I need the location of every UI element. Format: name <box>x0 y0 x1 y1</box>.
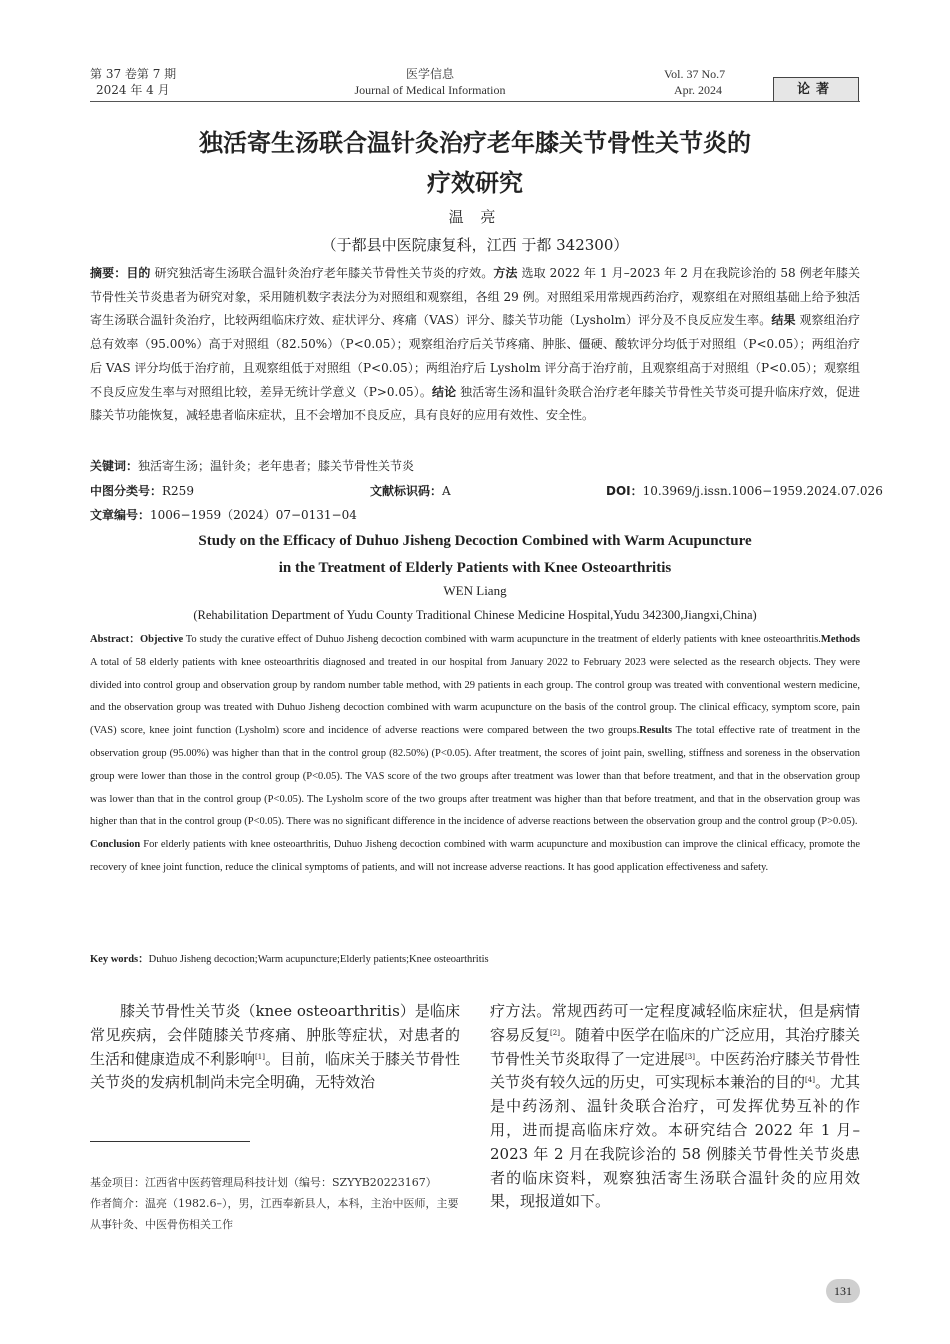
affiliation-en: (Rehabilitation Department of Yudu County Traditional Chinese Medicine Hospital,Yudu 342300,Jiangxi,China) <box>193 608 757 622</box>
section-tag: 论著 <box>773 77 859 102</box>
doc-code-value: A <box>442 484 451 498</box>
clc-number <box>90 480 194 504</box>
doc-code-label: 文献标识码： <box>370 484 443 498</box>
header-divider <box>90 101 860 102</box>
keywords-en-label: Key words： <box>90 954 149 965</box>
keywords-label: 关键词： <box>90 459 139 473</box>
clc-value: R259 <box>162 484 194 498</box>
abstract-cn <box>90 262 860 428</box>
methods-text: 选取 2022 年 1 月–2023 年 2 月在我院诊治的 58 例老年膝关节骨性关节炎患者为研究对象，采用随机数字表法分为对照组和观察组，各组 29 例。对照组采用常规西药治疗，观察组在对照组基础上给予独活寄生汤联合温针灸治疗，比较两组临床疗效、症状评分、疼痛（VAS）评分、膝关节功能（Lysholm）评分及不良反应发生率。 <box>90 266 860 328</box>
conclusion-en-text: For elderly patients with knee osteoarthritis, Duhuo Jisheng decoction combined with warm acupuncture and moxibustion can improve the clinical efficacy, promote the recovery of knee joint function, reduce the clinical symptoms of patients, and will not increase adverse reactions. It has good application effectiveness and safety. <box>90 839 860 873</box>
methods-en-label: Methods <box>820 634 860 645</box>
keywords-en-text: Duhuo Jisheng decoction;Warm acupuncture;Elderly patients;Knee osteoarthritis <box>148 954 489 965</box>
body-right-text-a: 疗方法。常规西药可一定程度减轻临床症状，但是病情容易反复 <box>490 1002 860 1044</box>
body-left-text-cont: 。目前，临床关于膝关节骨性关节炎的发病机制尚未完全明确，无特效治 <box>90 1049 460 1092</box>
body-left-paragraph <box>90 1000 460 1095</box>
citation-1: [1] <box>255 1052 265 1061</box>
article-no-label: 文章编号： <box>90 508 151 522</box>
doi-label: DOI： <box>606 484 643 498</box>
fund-note: 基金项目：江西省中医药管理局科技计划（编号：SZYYB20223167） <box>90 1176 437 1189</box>
objective-en-text: To study the curative effect of Duhuo Jisheng decoction combined with warm acupuncture in the treatment of elderly patients with knee osteoarthritis. <box>183 634 821 645</box>
clc-label: 中图分类号： <box>90 484 163 498</box>
page-number: 131 <box>826 1279 860 1303</box>
affiliation-cn: （于都县中医院康复科，江西 于都 342300） <box>321 236 629 254</box>
body-right-text-b: 。随着中医学在临床的广泛应用，其治疗膝关节骨性关节炎取得了一定进展 <box>490 1025 860 1068</box>
title-en-line2: in the Treatment of Elderly Patients with Knee Osteoarthritis <box>278 560 672 576</box>
journal-name-en: Journal of Medical Information <box>354 83 506 97</box>
doi <box>606 480 883 504</box>
body-left-text: 膝关节骨性关节炎（knee osteoarthritis）是临床常见疾病，会伴随膝关节疼痛、肿胀等症状，对患者的生活和健康造成不利影响 <box>90 1002 460 1068</box>
objective-text: 研究独活寄生汤联合温针灸治疗老年膝关节骨性关节炎的疗效。 <box>150 266 494 280</box>
conclusion-en-label: Conclusion <box>90 839 141 851</box>
keywords-cn <box>90 455 414 479</box>
results-en-text: The total effective rate of treatment in the observation group (95.00%) was higher than that in the control group (82.50%) (P<0.05). After treatment, the scores of joint pain, swelling, stiffness and soreness in the observation group were lower than those in the control group (P<0.05). The VAS score of the two groups after treatment was lower than that before treatment, and that in the observation group was lower than that in the control group (P<0.05). The Lysholm score of the two groups after treatment was higher than that before treatment, and that in the observation group was higher than that in the control group (P<0.05). There was no significant difference in the incidence of adverse reactions between the observation group and the control group (P>0.05). <box>90 725 860 828</box>
body-right-paragraph <box>490 1000 860 1214</box>
journal-volume <box>90 66 176 98</box>
volume-issue-en: Vol. 37 No.7 <box>664 67 726 81</box>
keywords-en <box>90 949 489 972</box>
results-text: 观察组治疗总有效率（95.00%）高于对照组（82.50%）（P<0.05）；观察组治疗后关节疼痛、肿胀、僵硬、酸软评分均低于对照组（P<0.05）；两组治疗后 VAS 评分均低于治疗前，且观察组低于对照组（P<0.05）；两组治疗后 Lysholm 评分高于治疗前，且观察组高于对照组（P<0.05）；观察组不良反应发生率与对照组比较，差异无统计学意义（P>0.05）。 <box>90 313 860 399</box>
journal-name-cn: 医学信息 <box>405 67 454 81</box>
footnotes <box>90 1172 464 1235</box>
author-en: WEN Liang <box>443 583 507 598</box>
issue-date-en: Apr. 2024 <box>674 83 722 97</box>
document-code <box>370 480 451 504</box>
objective-en-label: Objective <box>139 634 184 645</box>
body-right-text-d: 。尤其是中药汤剂、温针灸联合治疗，可发挥优势互补的作用，进而提高临床疗效。本研究结合 2022 年 1 月–2023 年 2 月在我院诊治的 58 例膝关节骨性关节炎患者的临床资料，观察独活寄生汤联合温针灸的应用效果，现报道如下。 <box>490 1073 860 1211</box>
author-cn: 温 亮 <box>448 208 502 226</box>
citation-2: [2] <box>550 1028 560 1037</box>
results-en-label: Results <box>639 725 672 737</box>
conclusion-text: 独活寄生汤和温针灸联合治疗老年膝关节骨性关节炎可提升临床疗效，促进膝关节功能恢复，减轻患者临床症状，且不会增加不良反应，具有良好的应用有效性、安全性。 <box>90 384 860 423</box>
methods-en-text: A total of 58 elderly patients with knee osteoarthritis diagnosed and treated in our hospital from January 2022 to February 2023 were selected as the research objects. They were divided into control group and observation group by random number table method, with 29 patients in each group. The control group was treated with conventional western medicine, and the observation group was treated with Duhuo Jisheng decoction combined with warm acupuncture on the basis of the control group. The clinical efficacy, symptom score, pain (VAS) score, knee joint function (Lysholm) score and incidence of adverse reactions were compared between the two groups. <box>90 656 860 737</box>
citation-4: [4] <box>805 1076 815 1085</box>
article-no-value: 1006−1959（2024）07−0131−04 <box>150 508 357 522</box>
methods-label: 方法 <box>493 266 518 280</box>
objective-label: 目的 <box>126 266 151 280</box>
abstract-en-label: Abstract： <box>90 634 140 645</box>
journal-volume-en <box>664 66 725 98</box>
article-number <box>90 504 357 528</box>
author-note: 作者简介：温亮（1982.6–），男，江西奉新县人，本科，主治中医师，主要从事针灸、中医骨伤相关工作 <box>90 1197 459 1231</box>
title-cn-line2: 疗效研究 <box>427 169 523 197</box>
body-right-text-c: 。中医药治疗膝关节骨性关节炎有较久远的历史，可实现标本兼治的目的 <box>490 1049 860 1092</box>
abstract-label: 摘要： <box>90 266 127 280</box>
citation-3: [3] <box>685 1052 695 1061</box>
title-en-line1: Study on the Efficacy of Duhuo Jisheng Decoction Combined with Warm Acupuncture <box>198 533 752 549</box>
journal-name <box>340 66 520 98</box>
abstract-en <box>90 629 860 880</box>
footnote-rule <box>90 1141 250 1142</box>
keywords-text: 独活寄生汤；温针灸；老年患者；膝关节骨性关节炎 <box>138 459 415 473</box>
title-cn-line1: 独活寄生汤联合温针灸治疗老年膝关节骨性关节炎的 <box>199 129 751 157</box>
conclusion-label: 结论 <box>431 384 457 399</box>
results-label: 结果 <box>771 313 796 328</box>
volume-issue: 第 37 卷第 7 期 <box>90 67 177 81</box>
doi-value: 10.3969/j.issn.1006−1959.2024.07.026 <box>642 484 883 498</box>
issue-date: 2024 年 4 月 <box>96 83 170 97</box>
